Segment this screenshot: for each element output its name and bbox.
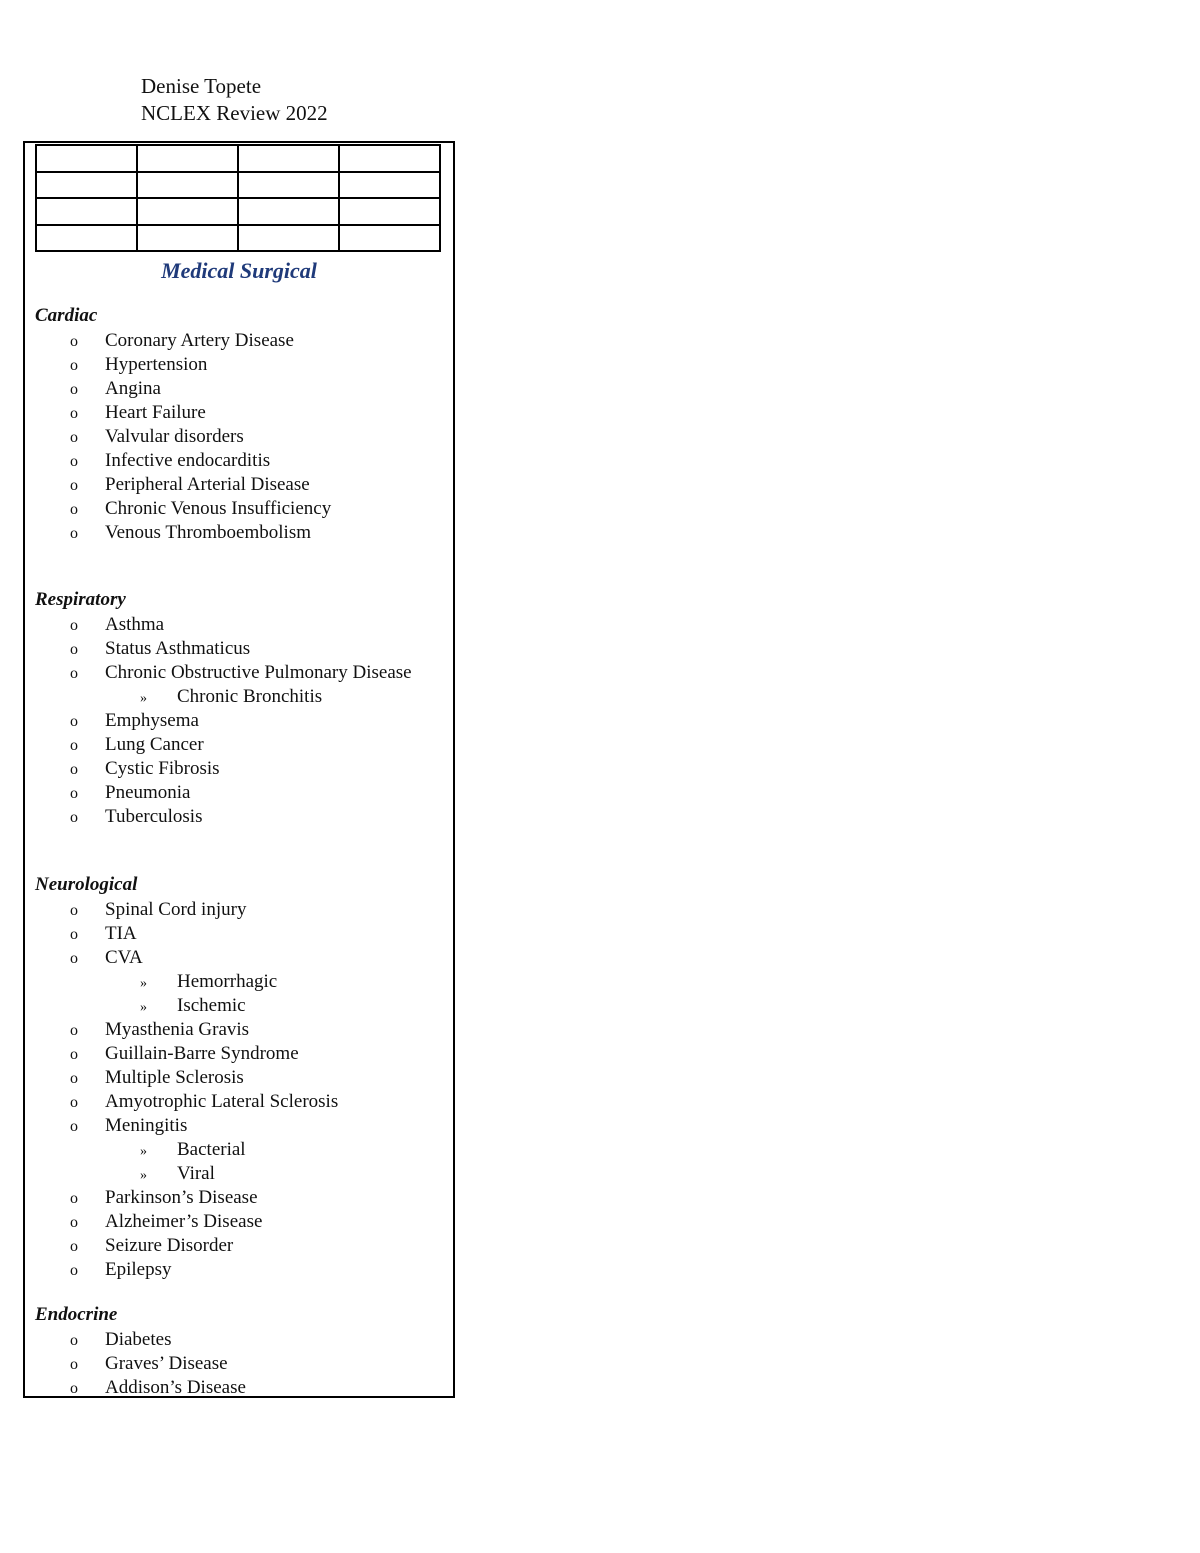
circle-bullet-icon: o — [70, 617, 78, 634]
topic-label: Alzheimer’s Disease — [105, 1211, 263, 1232]
circle-bullet-icon: o — [70, 1262, 78, 1279]
list-item — [70, 450, 270, 473]
circle-bullet-icon: o — [70, 641, 78, 658]
grid-cell — [339, 172, 440, 199]
circle-bullet-icon: o — [70, 1118, 78, 1135]
category-heading: Cardiac — [35, 305, 98, 326]
circle-bullet-icon: o — [70, 453, 78, 470]
grid-cell — [36, 145, 137, 172]
blank-grid-table — [35, 144, 441, 252]
list-item — [70, 758, 220, 781]
topic-label: Peripheral Arterial Disease — [105, 474, 310, 495]
topic-label: Parkinson’s Disease — [105, 1187, 258, 1208]
grid-cell — [36, 172, 137, 199]
topic-label: Chronic Obstructive Pulmonary Disease — [105, 662, 412, 683]
circle-bullet-icon: o — [70, 1356, 78, 1373]
topic-label: Venous Thromboembolism — [105, 522, 312, 543]
list-item — [70, 1235, 233, 1258]
circle-bullet-icon: o — [70, 809, 78, 826]
topic-label: Diabetes — [105, 1329, 172, 1350]
topic-label: Status Asthmaticus — [105, 638, 251, 659]
topic-label: Spinal Cord injury — [105, 899, 247, 920]
chevron-bullet-icon: » — [140, 1000, 147, 1015]
topic-label: Heart Failure — [105, 402, 206, 423]
circle-bullet-icon: o — [70, 665, 78, 682]
category-heading: Respiratory — [35, 589, 126, 610]
list-item — [70, 1043, 299, 1066]
grid-cell — [137, 145, 238, 172]
circle-bullet-icon: o — [70, 1022, 78, 1039]
grid-cell — [137, 172, 238, 199]
list-item — [70, 638, 250, 661]
circle-bullet-icon: o — [70, 429, 78, 446]
list-item — [70, 1091, 338, 1114]
list-item — [70, 522, 311, 545]
list-item — [70, 1115, 187, 1138]
topic-label: Pneumonia — [105, 782, 191, 803]
chevron-bullet-icon: » — [140, 976, 147, 991]
grid-row — [36, 198, 440, 225]
topic-label: Amyotrophic Lateral Sclerosis — [105, 1091, 339, 1112]
list-item — [70, 899, 246, 922]
chevron-bullet-icon: » — [140, 1168, 147, 1183]
topic-label: Angina — [105, 378, 161, 399]
circle-bullet-icon: o — [70, 525, 78, 542]
list-item — [70, 402, 206, 425]
page-title: Medical Surgical — [161, 258, 317, 283]
list-item — [70, 1211, 262, 1234]
category-heading: Neurological — [35, 874, 138, 895]
topic-label: Asthma — [105, 614, 165, 635]
topic-label: Seizure Disorder — [105, 1235, 234, 1256]
sub-list-item — [140, 1139, 246, 1163]
subtopic-label: Chronic Bronchitis — [177, 686, 323, 707]
circle-bullet-icon: o — [70, 785, 78, 802]
topic-label: Cystic Fibrosis — [105, 758, 220, 779]
list-item — [70, 1353, 228, 1376]
list-item — [70, 1329, 171, 1352]
grid-cell — [137, 198, 238, 225]
circle-bullet-icon: o — [70, 333, 78, 350]
circle-bullet-icon: o — [70, 713, 78, 730]
document-frame — [23, 141, 455, 1398]
chevron-bullet-icon: » — [140, 691, 147, 706]
list-item — [70, 662, 412, 685]
circle-bullet-icon: o — [70, 477, 78, 494]
grid-cell — [238, 225, 339, 252]
sub-list-item — [140, 971, 277, 995]
subtopic-label: Bacterial — [177, 1139, 246, 1160]
grid-cell — [339, 145, 440, 172]
topic-label: Multiple Sclerosis — [105, 1067, 244, 1088]
course-title: NCLEX Review 2022 — [141, 101, 328, 125]
author-name: Denise Topete — [141, 74, 262, 98]
topic-label: CVA — [105, 947, 143, 968]
list-item — [70, 734, 204, 757]
circle-bullet-icon: o — [70, 1238, 78, 1255]
circle-bullet-icon: o — [70, 1332, 78, 1349]
subtopic-label: Ischemic — [177, 995, 246, 1016]
grid-row — [36, 225, 440, 252]
circle-bullet-icon: o — [70, 357, 78, 374]
topic-label: Meningitis — [105, 1115, 188, 1136]
topic-label: Myasthenia Gravis — [105, 1019, 250, 1040]
sub-list-item — [140, 995, 246, 1019]
grid-cell — [339, 225, 440, 252]
circle-bullet-icon: o — [70, 1214, 78, 1231]
grid-cell — [238, 198, 339, 225]
topic-label: TIA — [105, 923, 137, 944]
sub-list-item — [140, 1163, 215, 1187]
list-item — [70, 1187, 258, 1210]
list-item — [70, 354, 207, 377]
list-item — [70, 923, 137, 946]
topic-label: Graves’ Disease — [105, 1353, 228, 1374]
list-item — [70, 1019, 249, 1042]
topic-label: Infective endocarditis — [105, 450, 271, 471]
topic-label: Hypertension — [105, 354, 208, 375]
grid-row — [36, 172, 440, 199]
list-item — [70, 1259, 172, 1282]
grid-cell — [137, 225, 238, 252]
topic-label: Chronic Venous Insufficiency — [105, 498, 332, 519]
grid-row — [36, 145, 440, 172]
circle-bullet-icon: o — [70, 737, 78, 754]
topic-label: Coronary Artery Disease — [105, 330, 294, 351]
sub-list-item — [140, 686, 322, 710]
circle-bullet-icon: o — [70, 405, 78, 422]
subtopic-label: Hemorrhagic — [177, 971, 278, 992]
topic-label: Guillain-Barre Syndrome — [105, 1043, 299, 1064]
grid-cell — [339, 198, 440, 225]
list-item — [70, 498, 331, 521]
list-item — [70, 1377, 246, 1400]
grid-cell — [36, 225, 137, 252]
circle-bullet-icon: o — [70, 1190, 78, 1207]
circle-bullet-icon: o — [70, 950, 78, 967]
topic-label: Epilepsy — [105, 1259, 172, 1280]
list-item — [70, 378, 161, 401]
list-item — [70, 330, 294, 353]
circle-bullet-icon: o — [70, 1380, 78, 1397]
circle-bullet-icon: o — [70, 1094, 78, 1111]
circle-bullet-icon: o — [70, 501, 78, 518]
list-item — [70, 947, 143, 970]
subtopic-label: Viral — [177, 1163, 215, 1184]
list-item — [70, 614, 164, 637]
category-heading: Endocrine — [35, 1304, 118, 1325]
topic-label: Valvular disorders — [105, 426, 244, 447]
circle-bullet-icon: o — [70, 1070, 78, 1087]
list-item — [70, 806, 202, 829]
chevron-bullet-icon: » — [140, 1144, 147, 1159]
circle-bullet-icon: o — [70, 902, 78, 919]
list-item — [70, 426, 244, 449]
list-item — [70, 710, 199, 733]
grid-cell — [238, 145, 339, 172]
list-item — [70, 474, 310, 497]
list-item — [70, 1067, 244, 1090]
circle-bullet-icon: o — [70, 1046, 78, 1063]
topic-label: Tuberculosis — [105, 806, 203, 827]
topic-label: Lung Cancer — [105, 734, 204, 755]
topic-label: Addison’s Disease — [105, 1377, 246, 1398]
circle-bullet-icon: o — [70, 926, 78, 943]
list-item — [70, 782, 191, 805]
topic-label: Emphysema — [105, 710, 199, 731]
grid-cell — [36, 198, 137, 225]
grid-cell — [238, 172, 339, 199]
circle-bullet-icon: o — [70, 381, 78, 398]
circle-bullet-icon: o — [70, 761, 78, 778]
